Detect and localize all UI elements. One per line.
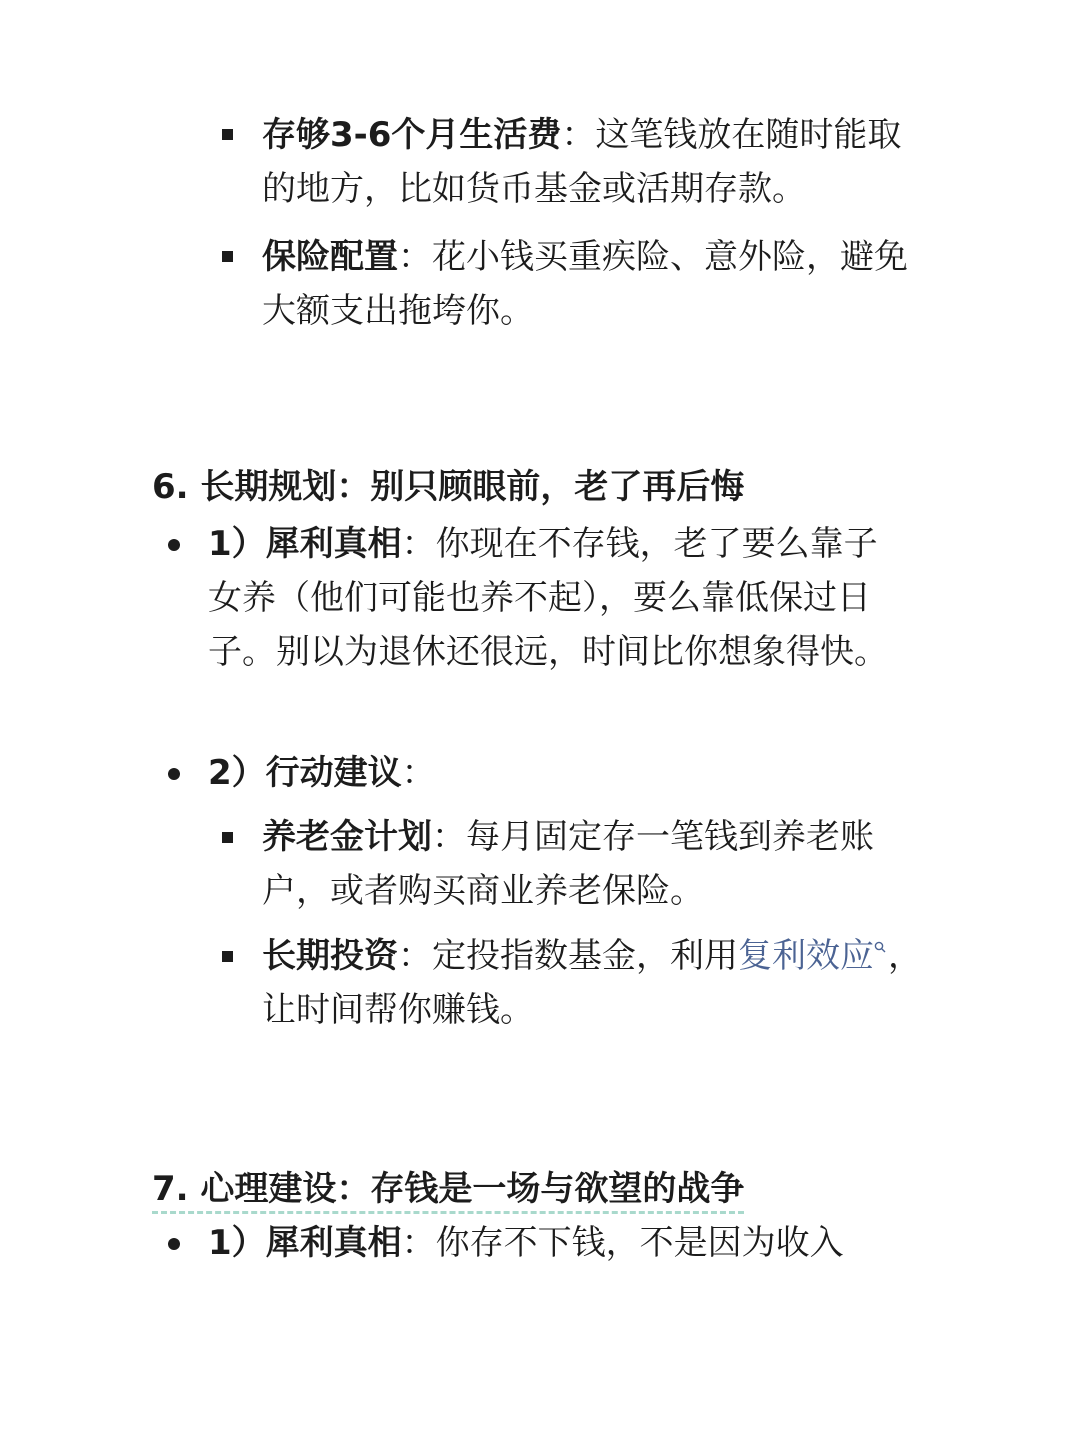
square-bullet [222, 951, 233, 962]
item-label: 养老金计划 [262, 817, 432, 857]
search-icon[interactable] [874, 941, 886, 953]
item-label: 长期投资 [262, 936, 398, 976]
round-bullet [168, 1238, 180, 1250]
truth-label: 1）犀利真相 [208, 524, 402, 564]
round-bullet [168, 768, 180, 780]
item-label: 保险配置 [262, 237, 398, 277]
section-heading: 6. 长期规划：别只顾眼前，老了再后悔 [152, 467, 745, 507]
item-text: ：这笔钱放在随时能取的地方，比如货币基金或活期存款。 [262, 115, 902, 209]
item-text-tail: ，让时间帮你赚钱。 [262, 936, 922, 1030]
truth-text: ：你存不下钱，不是因为收入 [401, 1223, 844, 1263]
square-bullet [222, 129, 233, 140]
item-text: ：定投指数基金，利用 [398, 936, 738, 976]
heading-text: 7. 心理建设：存钱是一场与欲望的战争 [152, 1169, 744, 1214]
action-colon: ： [401, 753, 436, 793]
list-item [262, 230, 922, 338]
list-item [208, 517, 908, 679]
list-item [262, 108, 922, 216]
truth-text: ：你现在不存钱，老了要么靠子女养（他们可能也养不起），要么靠低保过日子。别以为退休还很远，时间比你想象得快。 [208, 524, 888, 672]
list-item [208, 746, 908, 800]
item-text: ：花小钱买重疾险、意外险，避免大额支出拖垮你。 [262, 237, 908, 331]
truth-label: 1）犀利真相 [208, 1223, 402, 1263]
square-bullet [222, 251, 233, 262]
list-item [262, 929, 922, 1037]
item-text: ：每月固定存一笔钱到养老账户，或者购买商业养老保险。 [262, 817, 874, 911]
list-item [262, 810, 922, 918]
compound-interest-link[interactable]: 复利效应 [738, 936, 874, 976]
list-item [208, 1216, 908, 1270]
square-bullet [222, 832, 233, 843]
round-bullet [168, 539, 180, 551]
action-label: 2）行动建议 [208, 753, 402, 793]
item-label: 存够3-6个月生活费 [262, 115, 562, 155]
section-heading [152, 1162, 744, 1216]
